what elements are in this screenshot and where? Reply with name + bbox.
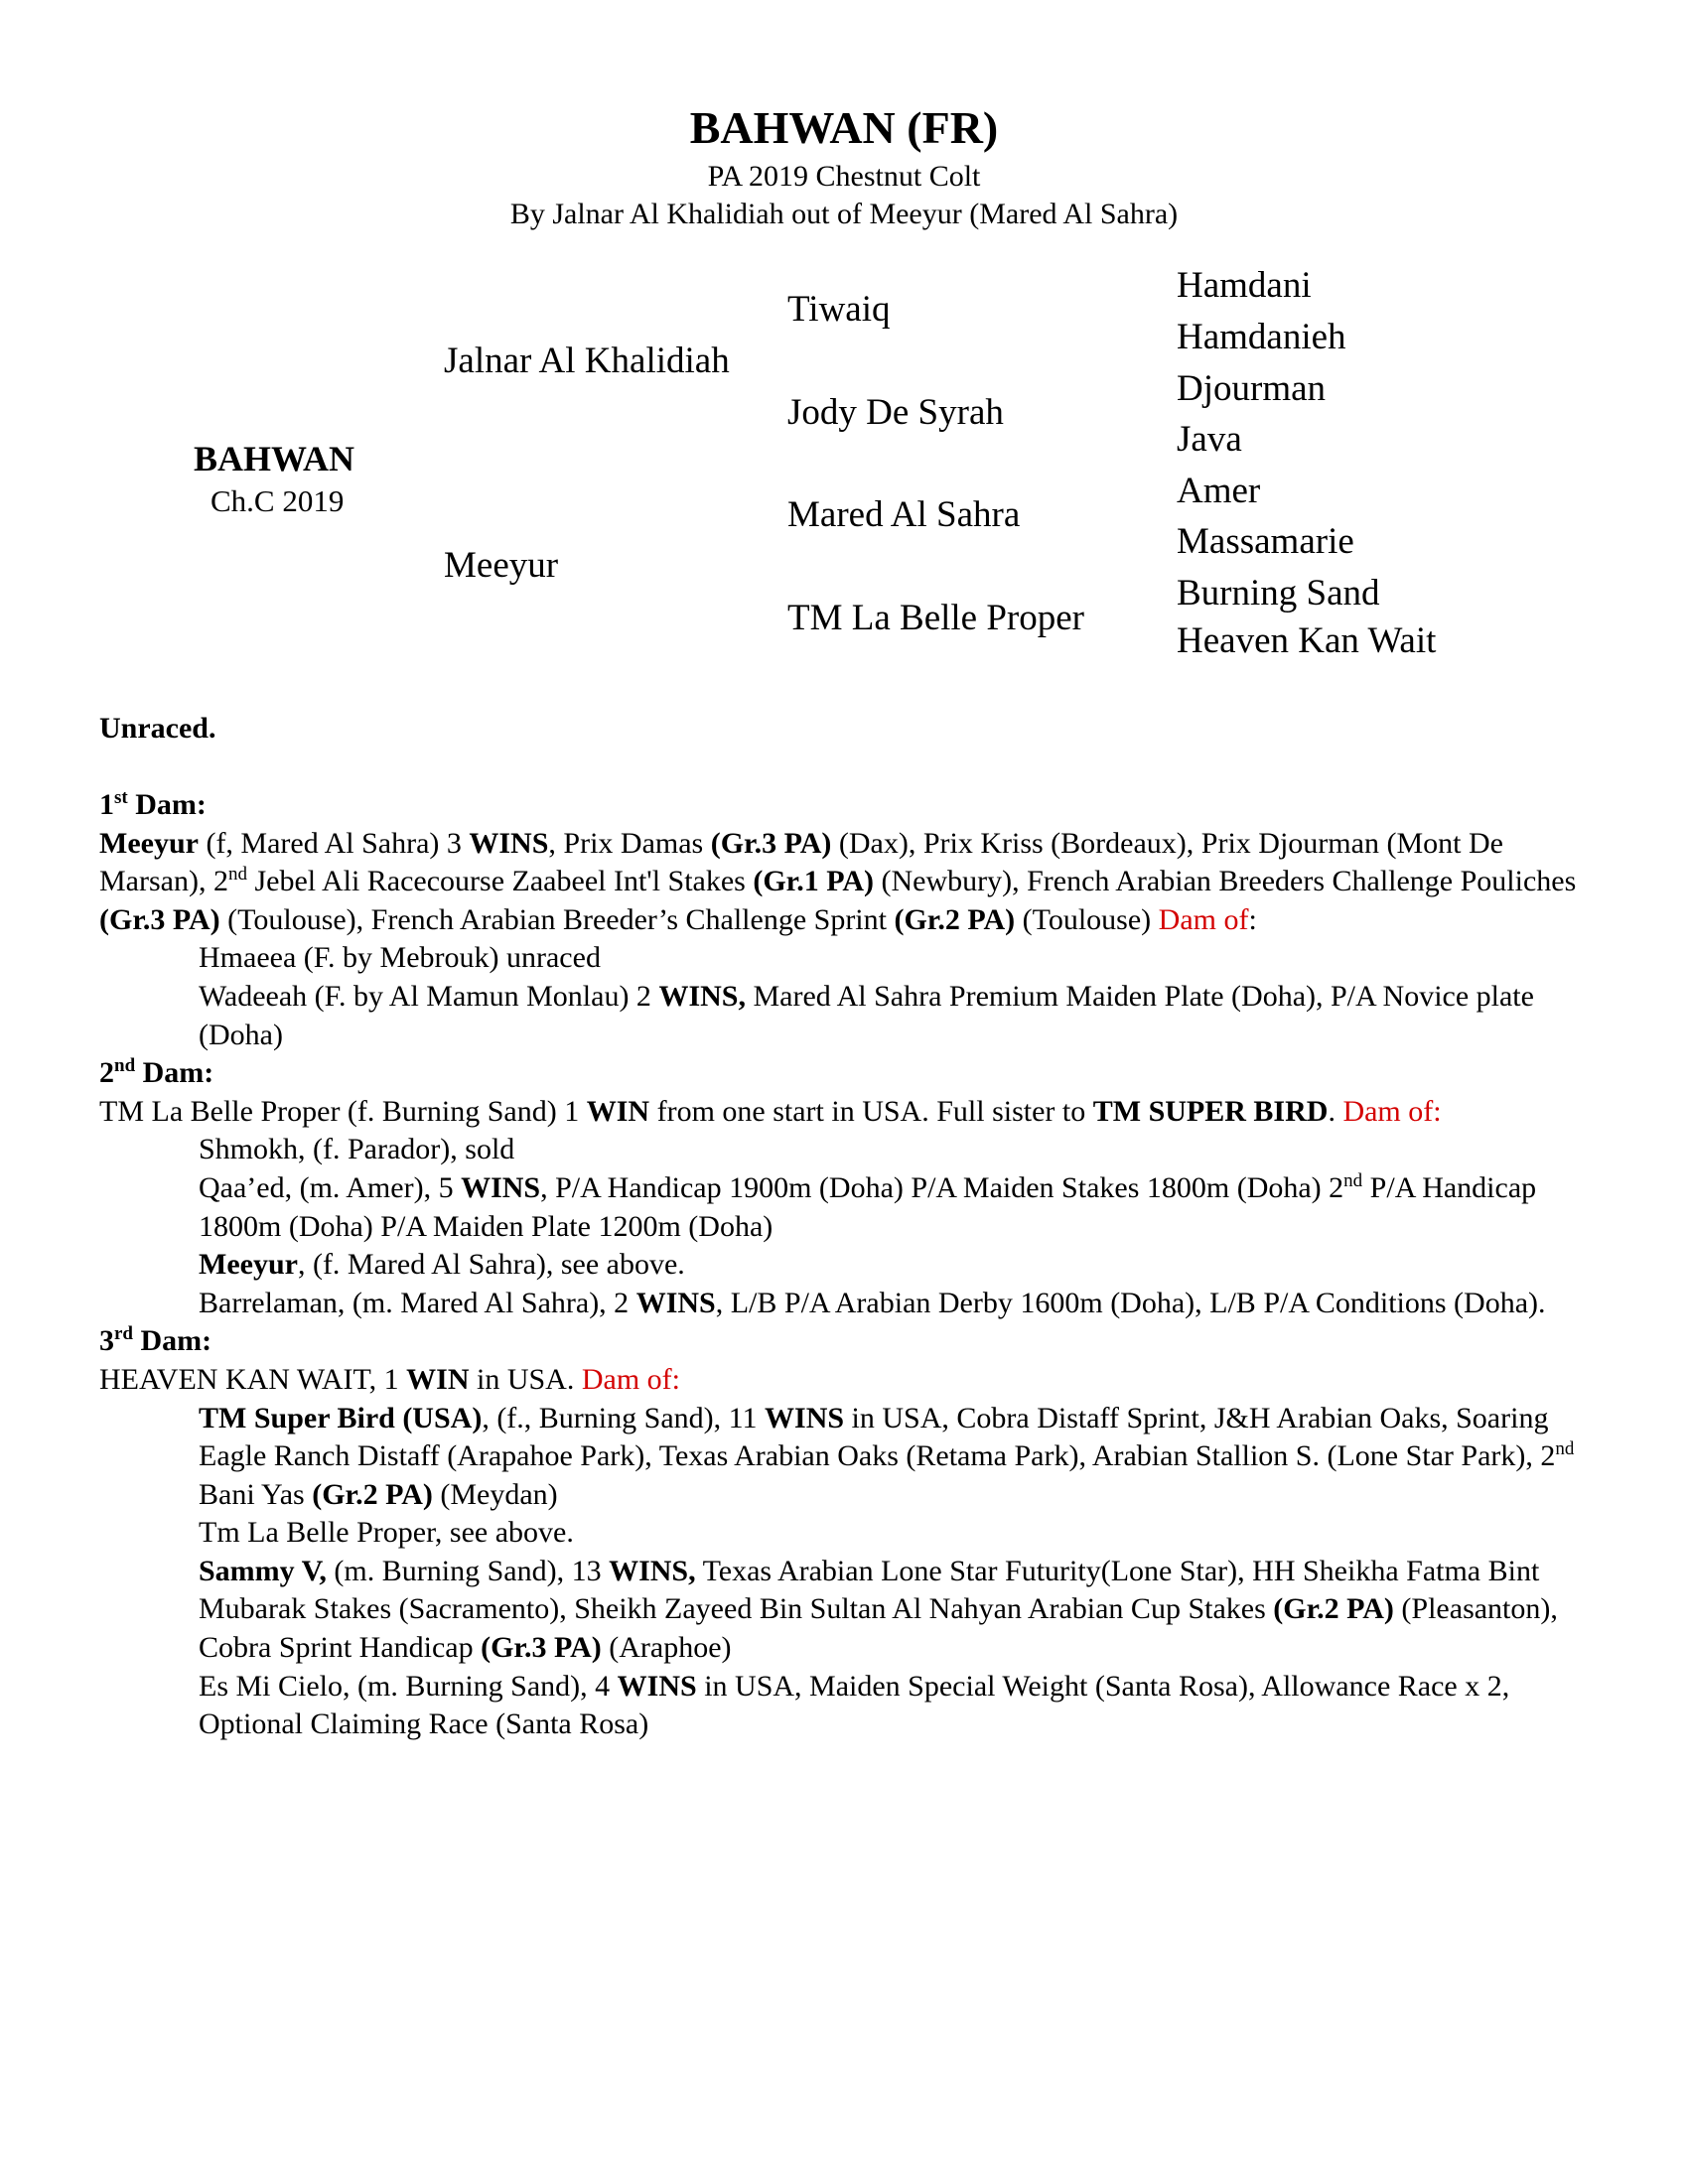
pedigree-grandparent: TM La Belle Proper <box>787 598 1084 638</box>
document-title: BAHWAN (FR) <box>689 102 999 153</box>
progeny-entry: TM Super Bird (USA), (f., Burning Sand), 11 WINS in USA, Cobra Distaff Sprint, J&H Arabian Oaks, Soaring Eagle Ranch Distaff (Arapahoe Park), Texas Arabian Oaks (Retama Park), Arabian Stallion S. (Lone Star Park), 2nd Bani Yas (Gr.2 PA) (Meydan) <box>199 1401 1575 1511</box>
pedigree-horse-sub: Ch.C 2019 <box>211 483 345 518</box>
pedigree-great-grandparent: Hamdani <box>1177 265 1312 306</box>
dam-section-body <box>99 786 1609 1744</box>
progeny-entry: Tm La Belle Proper, see above. <box>199 1516 574 1550</box>
horse-description: PA 2019 Chestnut Colt <box>707 160 981 193</box>
race-record: Unraced. <box>99 712 216 745</box>
pedigree-sire: Jalnar Al Khalidiah <box>444 341 730 381</box>
first-dam-paragraph: Meeyur (f, Mared Al Sahra) 3 WINS, Prix Damas (Gr.3 PA) (Dax), Prix Kriss (Bordeaux), Prix Djourman (Mont De Marsan), 2nd Jebel Ali Racecourse Zaabeel Int'l Stakes (Gr.1 PA) (Newbury), French Arabian Breeders Challenge Pouliches (Gr.3 PA) (Toulouse), French Arabian Breeder’s Challenge Sprint (Gr.2 PA) (Toulouse) Dam of: <box>99 826 1577 936</box>
pedigree-great-grandparent: Burning Sand <box>1177 573 1380 614</box>
pedigree-great-grandparent: Amer <box>1177 471 1261 511</box>
third-dam-heading: 3rd Dam: <box>99 1323 212 1358</box>
pedigree-great-grandparent: Djourman <box>1177 368 1327 409</box>
first-dam-heading: 1st Dam: <box>99 787 207 821</box>
progeny-entry: Shmokh, (f. Parador), sold <box>199 1133 515 1166</box>
progeny-entry: Barrelaman, (m. Mared Al Sahra), 2 WINS, L/B P/A Arabian Derby 1600m (Doha), L/B P/A Conditions (Doha). <box>199 1286 1546 1319</box>
third-dam-paragraph: HEAVEN KAN WAIT, 1 WIN in USA. Dam of: <box>99 1362 680 1396</box>
progeny-entry: Sammy V, (m. Burning Sand), 13 WINS, Texas Arabian Lone Star Futurity(Lone Star), HH Sheikha Fatma Bint Mubarak Stakes (Sacramento), Sheikh Zayeed Bin Sultan Al Nahyan Arabian Cup Stakes (Gr.2 PA) (Pleasanton), Cobra Sprint Handicap (Gr.3 PA) (Araphoe) <box>199 1554 1558 1665</box>
progeny-entry: Meeyur, (f. Mared Al Sahra), see above. <box>199 1248 685 1282</box>
progeny-entry: Es Mi Cielo, (m. Burning Sand), 4 WINS in USA, Maiden Special Weight (Santa Rosa), Allowance Race x 2, Optional Claiming Race (Santa Rosa) <box>199 1669 1510 1741</box>
pedigree-horse-name: BAHWAN <box>194 439 355 478</box>
pedigree-grandparent: Tiwaiq <box>787 289 891 330</box>
pedigree-great-grandparent: Hamdanieh <box>1177 317 1346 357</box>
pedigree-great-grandparent: Java <box>1177 419 1242 460</box>
pedigree-great-grandparent: Massamarie <box>1177 521 1354 562</box>
pedigree-grandparent: Jody De Syrah <box>787 392 1004 433</box>
progeny-entry: Qaa’ed, (m. Amer), 5 WINS, P/A Handicap 1900m (Doha) P/A Maiden Stakes 1800m (Doha) 2nd P/A Handicap 1800m (Doha) P/A Maiden Plate 1200m (Doha) <box>199 1169 1537 1243</box>
second-dam-heading: 2nd Dam: <box>99 1055 214 1090</box>
second-dam-paragraph: TM La Belle Proper (f. Burning Sand) 1 WIN from one start in USA. Full sister to TM SUPER BIRD. Dam of: <box>99 1094 1442 1128</box>
pedigree-great-grandparent: Heaven Kan Wait <box>1177 620 1437 661</box>
pedigree-dam: Meeyur <box>444 545 559 586</box>
breeding-line: By Jalnar Al Khalidiah out of Meeyur (Mared Al Sahra) <box>509 198 1179 230</box>
progeny-entry: Hmaeea (F. by Mebrouk) unraced <box>199 941 601 975</box>
progeny-entry: Wadeeah (F. by Al Mamun Monlau) 2 WINS, Mared Al Sahra Premium Maiden Plate (Doha), P/A Novice plate (Doha) <box>199 979 1534 1051</box>
pedigree-grandparent: Mared Al Sahra <box>787 494 1021 535</box>
